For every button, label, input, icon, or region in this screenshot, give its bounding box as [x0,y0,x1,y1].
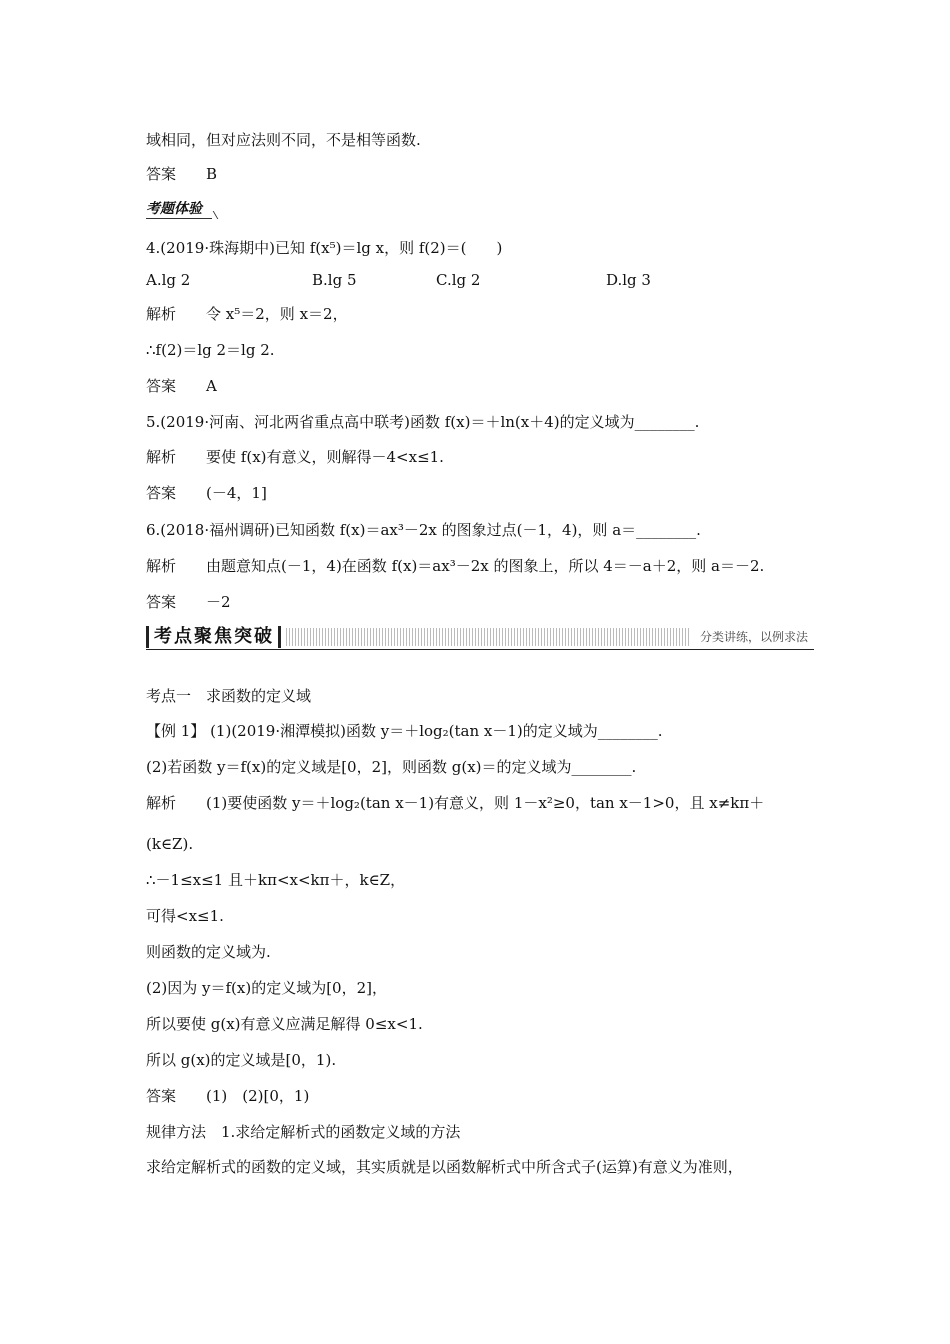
line-text: 域相同，但对应法则不同，不是相等函数. [146,131,421,149]
section-banner [146,624,814,650]
line-text: 6.(2018·福州调研)已知函数 f(x)＝ax³－2x 的图象过点(－1，4)，则 a＝________. [146,521,701,539]
text-line [146,870,820,890]
line-text: －2 [206,593,231,611]
text-line [146,376,820,396]
line-text: 所以 g(x)的定义域是[0，1). [146,1051,337,1069]
text-line [146,793,820,813]
banner-subtitle: 分类讲练，以例求法 [690,628,814,646]
line-text: 可得<x≤1. [146,907,224,925]
line-text: 则函数的定义域为. [146,943,271,961]
line-text: 由题意知点(－1，4)在函数 f(x)＝ax³－2x 的图象上，所以 4＝－a＋2，则 a＝－2. [206,557,765,575]
line-text: 5.(2019·河南、河北两省重点高中联考)函数 f(x)＝＋ln(x＋4)的定义域为________. [146,413,700,431]
text-line [146,1014,820,1034]
text-line [146,340,820,360]
line-text: 考点一 求函数的定义域 [146,687,312,705]
line-text: 所以要使 g(x)有意义应满足解得 0≤x<1. [146,1015,423,1033]
line-text: 令 x⁵＝2，则 x＝2， [206,305,348,323]
line-text: 【例 1】 (1)(2019·湘潭模拟)函数 y＝＋log₂(tan x－1)的定义域为________. [146,722,663,740]
banner-title: 考点聚焦突破 [154,626,274,647]
text-line [146,1157,820,1177]
line-label: 解析 [146,448,177,466]
line-text: 规律方法 1.求给定解析式的函数定义域的方法 [146,1123,461,1141]
banner-underline [146,649,814,650]
answer-option: B.lg 5 [312,271,357,289]
text-line [146,906,820,926]
text-line [146,164,820,184]
line-text: B [206,165,218,183]
line-label: 答案 [146,593,177,611]
line-label: 解析 [146,794,177,812]
text-line [146,721,820,741]
text-line [146,130,820,150]
line-label: 答案 [146,377,177,395]
line-text: (－4，1] [206,484,267,502]
answer-option: D.lg 3 [606,271,651,289]
text-line [146,447,820,467]
line-label: 答案 [146,165,177,183]
section-label-exam-practice [146,198,212,219]
line-text: 求给定解析式的函数的定义域，其实质就是以函数解析式中所含式子(运算)有意义为准则， [146,1158,743,1176]
text-line [146,483,820,503]
line-text: (k∈Z). [146,835,194,853]
text-line [146,1050,820,1070]
text-line [146,520,820,540]
answer-option: A.lg 2 [146,271,191,289]
line-label: 解析 [146,557,177,575]
line-label: 解析 [146,305,177,323]
line-text: (2)因为 y＝f(x)的定义域为[0，2]， [146,979,387,997]
text-line [146,942,820,962]
section-label-text: 考题体验 [146,201,202,217]
line-text: 4.(2019·珠海期中)已知 f(x⁵)＝lg x，则 f(2)＝( ) [146,239,503,257]
text-line [146,834,820,854]
answer-options-row [146,270,820,290]
line-text: (1) (2)[0，1) [206,1087,310,1105]
line-text: (2)若函数 y＝f(x)的定义域是[0，2]，则函数 g(x)＝的定义域为________. [146,758,637,776]
text-line [146,304,820,324]
text-line [146,238,820,258]
text-line [146,1122,820,1142]
text-line [146,757,820,777]
line-text: 要使 f(x)有意义，则解得－4<x≤1. [206,448,444,466]
text-line [146,1086,820,1106]
line-text: ∴f(2)＝lg 2＝lg 2. [146,341,275,359]
line-text: (1)要使函数 y＝＋log₂(tan x－1)有意义，则 1－x²≥0，tan x－1>0，且 x≠kπ＋ [206,794,765,812]
banner-divider [278,626,281,648]
text-line [146,978,820,998]
line-label: 答案 [146,1087,177,1105]
text-line [146,686,820,706]
text-line [146,592,820,612]
line-label: 答案 [146,484,177,502]
text-line [146,412,820,432]
answer-option: C.lg 2 [436,271,481,289]
text-line [146,556,820,576]
banner-left-bar [146,626,149,648]
line-text: A [206,377,217,395]
line-text: ∴－1≤x≤1 且＋kπ<x<kπ＋，k∈Z， [146,871,406,889]
label-tail-decoration [205,211,219,219]
